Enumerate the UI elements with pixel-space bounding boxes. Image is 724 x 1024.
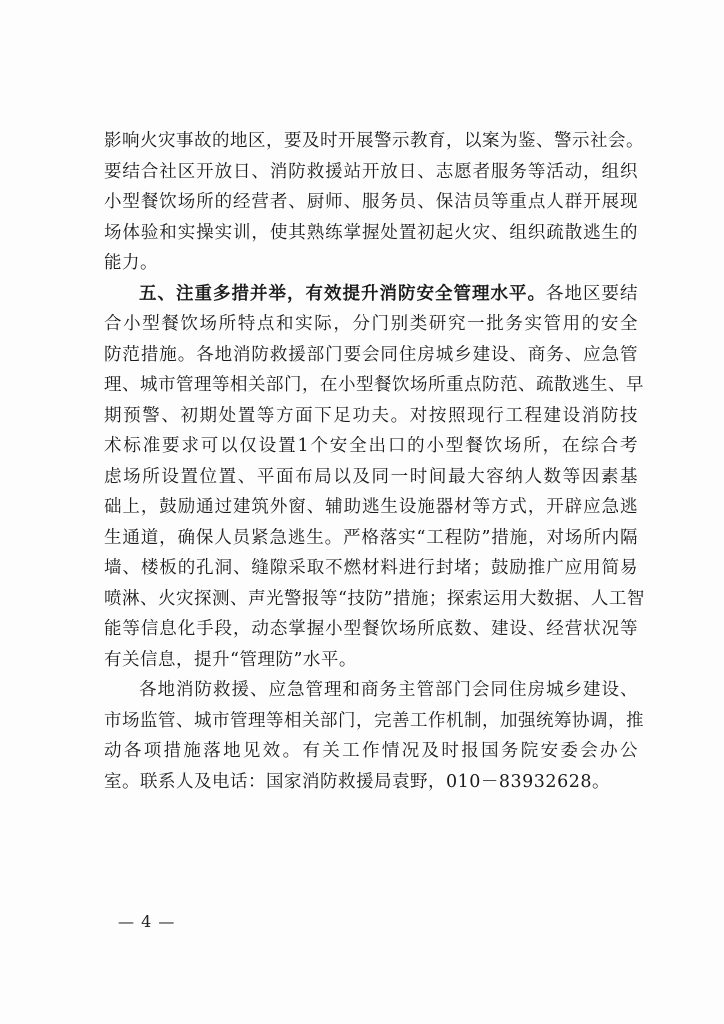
text-line: 场体验和实操实训，使其熟练掌握处置初起火灾、组织疏散逃生的 [104, 222, 638, 243]
section-heading: 五、注重多措并举，有效提升消防安全管理水平。 [139, 283, 546, 304]
text-line: 虑场所设置位置、平面布局以及同一时间最大容纳人数等因素基 [104, 466, 638, 487]
text-line: 合小型餐饮场所特点和实际，分门别类研究一批务实管用的安全 [104, 314, 638, 334]
document-body [104, 126, 645, 797]
text-line: 防范措施。各地消防救援部门要会同住房城乡建设、商务、应急管 [104, 344, 638, 365]
text-line: 能等信息化手段，动态掌握小型餐饮场所底数、建设、经营状况等 [104, 619, 638, 639]
paragraph-1 [104, 126, 644, 279]
text-line: 础上，鼓励通过建筑外窗、辅助逃生设施器材等方式，开辟应急逃 [104, 497, 638, 517]
heading-line-text: 各地区要结 [546, 283, 638, 304]
text-line: 喷淋、火灾探测、声光警报等“技防”措施；探索运用大数据、人工智 [104, 588, 645, 609]
text-line: 期预警、初期处置等方面下足功夫。对按照现行工程建设消防技 [104, 405, 638, 426]
text-line: 影响火灾事故的地区，要及时开展警示教育，以案为鉴、警示社会。 [104, 131, 644, 151]
text-line: 理、城市管理等相关部门，在小型餐饮场所重点防范、疏散逃生、早 [104, 375, 644, 395]
text-line: 市场监管、城市管理等相关部门，完善工作机制，加强统筹协调，推 [104, 710, 644, 731]
text-line: 要结合社区开放日、消防救援站开放日、志愿者服务等活动，组织 [104, 161, 638, 182]
text-line: 各地消防救援、应急管理和商务主管部门会同住房城乡建设、 [139, 680, 638, 700]
text-line: 生通道，确保人员紧急逃生。严格落实“工程防”措施，对场所内隔 [104, 527, 638, 548]
text-line: 墙、楼板的孔洞、缝隙采取不燃材料进行封堵；鼓励推广应用简易 [104, 558, 638, 578]
section-heading-line [104, 279, 638, 310]
paragraph-3 [104, 675, 644, 797]
paragraph-2 [104, 279, 645, 676]
text-line: 术标准要求可以仅设置1个安全出口的小型餐饮场所，在综合考 [104, 436, 638, 456]
text-line: 动各项措施落地见效。有关工作情况及时报国务院安委会办公 [104, 741, 638, 761]
text-line: 有关信息，提升“管理防”水平。 [104, 649, 357, 670]
text-line: 室。联系人及电话：国家消防救援局袁野，010－83932628。 [104, 771, 610, 792]
page-number: — 4 — [118, 912, 176, 931]
text-line: 小型餐饮场所的经营者、厨师、服务员、保洁员等重点人群开展现 [104, 192, 638, 212]
text-line: 能力。 [104, 253, 158, 273]
